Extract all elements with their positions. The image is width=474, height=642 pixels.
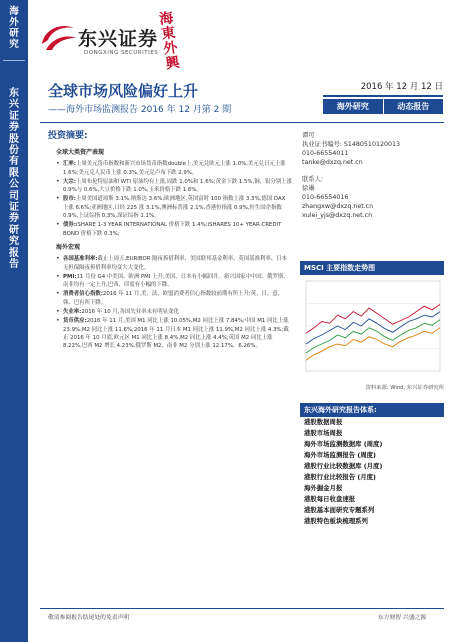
chart-series-line-1 [306, 312, 440, 344]
contact-email-2[interactable]: xulei_yjs@dxzq.net.cn [302, 212, 373, 219]
sidebar [0, 0, 28, 642]
contact-name: 徐琳 [302, 185, 315, 192]
report-list [304, 417, 444, 527]
summary-heading: 投资摘要: [48, 131, 88, 141]
chart-series-line-0 [306, 304, 440, 333]
analyst-email[interactable]: tanke@dxzq.net.cn [302, 159, 363, 166]
logo-company-english: DONGXING SECURITIES [84, 50, 159, 56]
list-item: • 消费者信心指数:2016 年 11 月,美、法、欧盟消费者信心指数较前期有所上升;英、日、意、韩、巴有所下降。 [48, 290, 292, 307]
analyst-license: 执业证书编号: S1480510120013 [302, 141, 400, 148]
footer-disclaimer: 敬请参阅报告结尾处的免责声明 [48, 615, 130, 621]
report-subtitle: ——海外市场监测报告 2016 年 12 月第 2 期 [48, 105, 232, 115]
logo-stamp: 海 東 外 興 [158, 10, 181, 73]
footer-slogan: 东方财智 兴盛之源 [378, 615, 427, 621]
list-item: • 失业率:2016 年 10 月,各国失业率未有明显变化 [48, 308, 292, 316]
sidebar-company-label: 东 兴 证 券 股 份 有 限 公 司 证 券 研 究 报 告 [9, 88, 19, 271]
tag-dynamic-report: 动态报告 [383, 99, 444, 114]
list-item: • 货币供应:2016 年 11 月,美国 M1 同比上涨 10.05%,M2 同比上涨 7.84%;中国 M1 同比上涨 23.9%,M2 同比上涨 11.6%;2016 年 11 月日本 M1 同比上涨 11.9%,M2 同比上涨 4.3%;截止 2016 年 10 月底,欧元区 M1 同比上涨 8.4%,M2 同比上涨 4.4%;英国 M2 同比上涨 8.22%,巴西 M2 增长 4.23%,俄罗斯 M2、南非 M2 分别上涨 12.17%、6.26%。 [48, 317, 292, 350]
list-item: • 大宗:上周布伦特原油和 WTI 原油均有上涨,周跌 1.0%和 1.6%;黄金下跌 1.5%,铜、铝分别上涨 0.9%与 0.6%,大豆价格下跌 1.0%,玉米价格下跌 1.6%。 [48, 178, 292, 195]
contact-label: 联系人: [302, 176, 324, 183]
report-list-item: 港股市场周报 [304, 429, 343, 437]
list-item: • 债券:iSHARE 1-3 YEAR INTERNATIONAL 价格下跌 1.4%;iSHARES 10+ YEAR CREDIT BOND 价格下跌 0.3%; [48, 221, 292, 238]
report-list-item: 港股特色板块梳理系列 [304, 517, 368, 525]
report-list-item: 海外掘金月报 [304, 484, 343, 492]
sidebar-divider [3, 60, 25, 61]
contact-email[interactable]: zhangxw@dxzq.net.cn [302, 203, 374, 210]
report-list-item: 海外市场监测报告 (周度) [304, 451, 376, 459]
analyst-phone: 010-66554011 [302, 150, 349, 157]
analyst-contact [302, 131, 442, 220]
tag-overseas-research: 海外研究 [336, 102, 369, 111]
logo-company-name: 东兴证券 [78, 28, 159, 50]
section-title-macro: 海外宏观 [56, 243, 81, 251]
sidebar-section-label: 海 外 研 究 [9, 6, 19, 50]
list-item: • 汇率:上周美元货币指数和新兴市场货币指数double上,美元兑欧元上涨 1.0%,美元兑日元上涨 1.6%;美元兑人民币上涨 0.3%,美元兑卢布下跌 2.9%。 [48, 160, 292, 177]
chart-series-line-2 [306, 320, 440, 353]
company-logo [38, 8, 228, 73]
summary-body [48, 146, 292, 351]
report-list-item: 港股数据周报 [304, 418, 343, 426]
footer-divider [40, 608, 444, 609]
analyst-name: 谭可 [302, 132, 315, 139]
header-divider [40, 122, 444, 123]
contact-phone: 010-66554016 [302, 194, 349, 201]
report-date: 2016 年 12 月 12 日 [323, 80, 443, 97]
report-title: 全球市场风险偏好上升 [48, 82, 199, 100]
chart-source: 资料来源: Wind, 东兴证券研究所 [365, 385, 444, 391]
logo-swirl-icon [38, 18, 78, 58]
report-list-item: 港股行业比较报告 (月度) [304, 473, 376, 481]
report-list-heading: 东兴海外研究报告体系: [300, 403, 444, 417]
list-item: • 各国基准利率:截止上周五,EURIBOR 隔夜拆借利率、美国联邦基金利率、英国基准利率、日本无担保隔夜拆借利率均变大大变化。 [48, 255, 292, 272]
report-list-item: 港股行业比较数据库 (月度) [304, 462, 383, 470]
msci-index-chart [300, 275, 444, 379]
section-title-asset-performance: 全球大类资产表现 [56, 149, 105, 156]
list-item: • 股市:上周美国道琼斯 3.1%,纳斯达 3.6%;欧洲地区,英国富时 100 指数上涨 3.3%,德国 DAX 上涨 6.6%;亚洲地区,日经 225 涨 3.1%,澳洲标普涨 2.1%,香港恒指涨 0.9%,恒生国企指数 0.9%,上证综指 0.3%,深证综指 1.1%。 [48, 195, 292, 220]
list-item: • PMI:11 月份 G4 中美国、欧洲 PMI 上升,美国、日本有小幅回升。新兴国家中中国、俄罗斯、南非均有一定上升,巴西、印度有小幅的下降。 [48, 273, 292, 290]
report-list-item: 海外市场监测数据库 (周度) [304, 440, 383, 448]
chart-heading: MSCI 主要指数走势图 [300, 261, 444, 275]
report-list-item: 港股每日收盘速报 [304, 495, 356, 503]
report-tags [323, 99, 443, 114]
report-list-item: 港股基本面研究专题系列 [304, 506, 375, 514]
report-meta [323, 80, 443, 114]
